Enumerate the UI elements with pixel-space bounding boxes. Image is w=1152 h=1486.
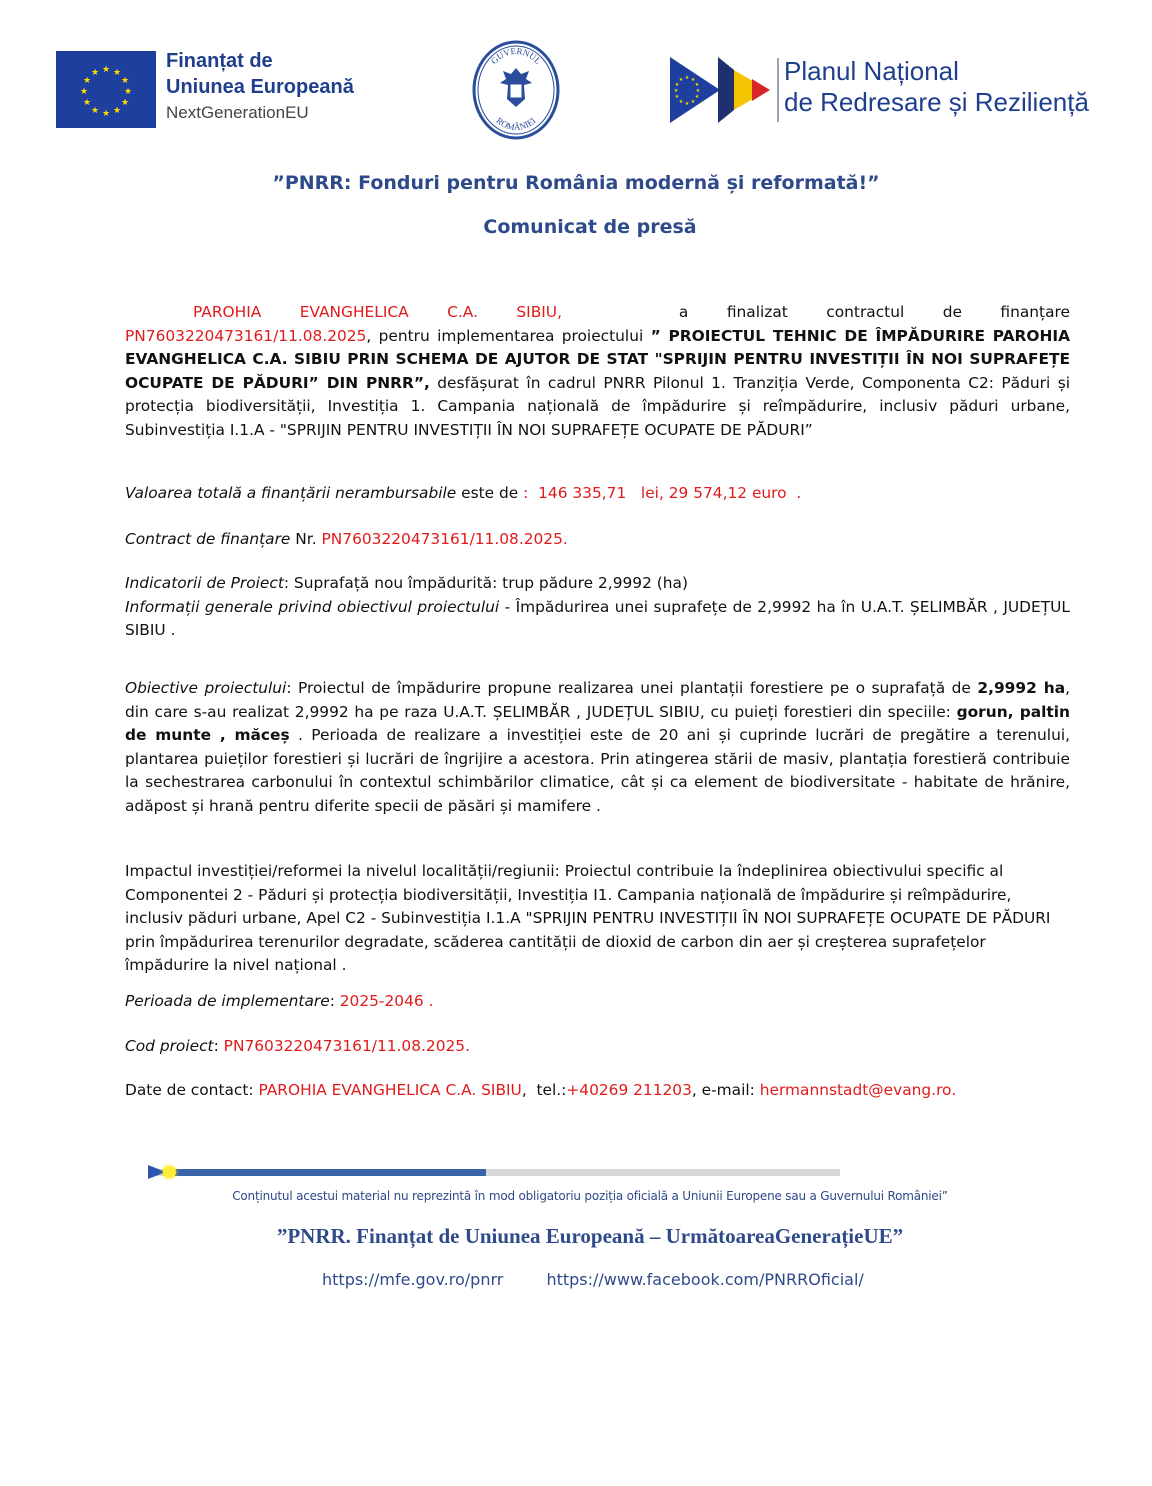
svg-text:★: ★: [694, 82, 700, 88]
indicators-text: : Suprafață nou împădurită: trup pădure 2,9992 (ha): [283, 574, 688, 592]
pnrr-logo-text: [784, 56, 1089, 118]
beneficiary-word: C.A.: [447, 303, 478, 321]
project-code-value: PN7603220473161/11.08.2025.: [223, 1037, 470, 1055]
objectives-text-1: : Proiectul de împădurire propune realizarea unei plantații forestiere pe o suprafață de: [286, 679, 978, 697]
svg-text:★: ★: [120, 76, 130, 86]
objectives-text-3: . Perioada de realizare a investiției este de 20 ani și cuprinde lucrări de pregătire a terenului, plantarea puieților forestieri și lucrări de îngrijire a acestora. Prin atingerea stării de masiv, plantația forestieră contribuie la sechestrarea carbonului în contextul schimbărilor climatice, cât și ca element de biodiversitate - habitate de hrănire, adăpost și hrană pentru diferite specii de păsări și mamifere .: [125, 726, 1070, 815]
contact-phone[interactable]: +40269 211203: [566, 1081, 692, 1099]
svg-text:★: ★: [101, 109, 111, 119]
pnrr-logo-line1: Planul Național: [784, 56, 959, 86]
contact-email-label: , e-mail:: [691, 1081, 760, 1099]
funding-value-amount: : 146 335,71 lei, 29 574,12 euro .: [523, 484, 802, 502]
intro-rest: desfășurat în cadrul PNRR Pilonul 1. Tranziția Verde, Componenta C2: Păduri și protecția biodiversității, Investiția 1. Campania națională de împădurire și reîmpădurire, inclusiv păduri urbane, Subinvestiția I.1.A - "SPRIJIN PENTRU INVESTIȚII ÎN NOI SUPRAFEȚE OCUPATE DE PĂDURI”: [125, 373, 1070, 439]
footer-disclaimer: Conținutul acestui material nu reprezintă în mod obligatoriu poziția oficială a Uniunii Europene sau a Guvernului României”: [232, 1189, 948, 1203]
svg-text:★: ★: [684, 75, 690, 81]
svg-text:★: ★: [112, 68, 122, 78]
eu-flag-logo: [56, 51, 156, 128]
intro-word: finanțare: [1000, 303, 1070, 321]
svg-text:★: ★: [90, 68, 100, 78]
project-code-colon: :: [213, 1037, 224, 1055]
government-seal-logo: [472, 40, 560, 140]
contact-label: Date de contact:: [125, 1081, 259, 1099]
eu-logo-line2: Uniunea Europeană: [166, 76, 354, 98]
indicators-line: [125, 572, 1070, 596]
indicators-label: Indicatorii de Proiect: [125, 574, 284, 592]
intro-body: [125, 325, 1070, 443]
eu-stars-icon: [56, 51, 156, 128]
period-value: 2025-2046 .: [339, 992, 434, 1010]
intro-contract-code: PN7603220473161/11.08.2025: [125, 326, 367, 345]
svg-text:★: ★: [673, 88, 679, 94]
svg-text:★: ★: [674, 94, 680, 100]
seal-top-text: GUVERNUL: [488, 45, 544, 67]
svg-text:★: ★: [678, 99, 684, 105]
project-code-line: [125, 1035, 1070, 1059]
svg-text:★: ★: [82, 76, 92, 86]
link-mfe[interactable]: https://mfe.gov.ro/pnrr: [322, 1270, 504, 1289]
footer-progress-fill: [175, 1169, 486, 1176]
intro-first-line: [125, 301, 1070, 325]
eu-logo-line3: NextGenerationEU: [166, 103, 309, 122]
slogan-title: ”PNRR: Fonduri pentru România modernă și reformată!”: [272, 172, 880, 194]
intro-word: a: [678, 303, 689, 321]
footer-links: [322, 1270, 902, 1289]
intro-word: contractul: [826, 303, 905, 321]
footer-star-dot-icon: [163, 1166, 176, 1178]
svg-text:★: ★: [112, 106, 122, 116]
footer-motto: ”PNRR. Finanțat de Uniunea Europeană – UrmătoareaGenerațieUE”: [276, 1224, 904, 1248]
implementation-period-line: [125, 990, 1070, 1014]
impact-text: Proiectul contribuie la îndeplinirea obiectivului specific al Componentei 2 - Păduri și protecția biodiversității, Investiția I1. Campania națională de împădurire și reîmpădurire, inclusiv păduri urbane, Apel C2 - Subinvestiția I.1.A "SPRIJIN PENTRU INVESTIȚII ÎN NOI SUPRAFEȚE OCUPATE DE PĂDURI prin împădurirea terenurilor degradate, scăderea cantității de dioxid de carbon din aer și creșterea suprafețelor împădurire la nivel național .: [125, 862, 1051, 975]
press-release-title: Comunicat de presă: [483, 216, 697, 238]
svg-text:★: ★: [684, 101, 690, 107]
objectives-paragraph: [125, 677, 1070, 819]
general-info-line: [125, 596, 1070, 643]
contract-code: PN7603220473161/11.08.2025.: [321, 530, 568, 548]
contact-organization: PAROHIA EVANGHELICA C.A. SIBIU: [258, 1081, 522, 1099]
beneficiary-word: PAROHIA: [193, 303, 262, 321]
eu-logo-line1: Finanțat de: [166, 50, 273, 72]
contract-line: [125, 528, 1070, 552]
period-colon: :: [329, 992, 340, 1010]
link-facebook[interactable]: https://www.facebook.com/PNRROficial/: [546, 1270, 864, 1289]
project-title: ” PROIECTUL TEHNIC DE ÎMPĂDURIRE PAROHIA EVANGHELICA C.A. SIBIU PRIN SCHEMA DE AJUTOR DE STAT "SPRIJIN PENTRU INVESTIȚII ÎN NOI SUPRAFEȚE OCUPATE DE PĂDURI” DIN PNRR”,: [125, 326, 1070, 392]
svg-text:★: ★: [678, 77, 684, 83]
svg-text:★: ★: [690, 77, 696, 83]
funding-value-label: Valoarea totală a finanțării nerambursabile: [125, 484, 457, 502]
logo-separator: [777, 58, 779, 122]
pnrr-logo-line2: de Redresare și Reziliență: [784, 87, 1089, 117]
funding-value-line: [125, 482, 1070, 506]
svg-text:★: ★: [82, 98, 92, 108]
impact-label: Impactul investiției/reformei la nivelul localității/regiunii:: [125, 862, 560, 880]
contact-email[interactable]: hermannstadt@evang.ro.: [759, 1081, 957, 1099]
general-info-label: Informații generale privind obiectivul proiectului: [125, 597, 500, 616]
funding-value-connector: este de: [456, 484, 524, 502]
intro-text: , pentru implementarea proiectului: [366, 326, 651, 345]
beneficiary-word: SIBIU,: [516, 303, 562, 321]
seal-bottom-text: ROMÂNIEI: [494, 115, 538, 133]
eu-logo-text: [166, 48, 354, 126]
general-info-location: U.A.T. ȘELIMBĂR: [860, 597, 988, 616]
impact-paragraph: [125, 860, 1055, 978]
svg-text:★: ★: [694, 94, 700, 100]
objectives-species: gorun, paltin de munte , măceș: [125, 702, 1070, 745]
contact-tel-label: , tel.:: [521, 1081, 567, 1099]
intro-word: de: [942, 303, 962, 321]
objectives-area: 2,9992 ha: [977, 679, 1066, 697]
svg-text:★: ★: [101, 65, 111, 75]
svg-text:★: ★: [674, 82, 680, 88]
svg-text:★: ★: [120, 98, 130, 108]
pnrr-arrows-logo: [670, 55, 780, 125]
svg-text:★: ★: [695, 88, 701, 94]
intro-paragraph: [125, 301, 1070, 443]
svg-text:★: ★: [690, 99, 696, 105]
objectives-text-2: , din care s-au realizat 2,9992 ha pe raza U.A.T. ȘELIMBĂR , JUDEȚUL SIBIU, cu puieți forestieri din speciile:: [125, 679, 1071, 721]
contract-label: Contract de finanțare: [125, 530, 291, 548]
contact-line: [125, 1079, 1070, 1103]
objectives-label: Obiective proiectului: [125, 679, 287, 697]
intro-word: finalizat: [726, 303, 788, 321]
indicators-block: [125, 572, 1070, 643]
svg-text:★: ★: [123, 87, 133, 97]
period-label: Perioada de implementare: [125, 992, 330, 1010]
general-info-tail: , JUDEȚUL SIBIU .: [125, 597, 1070, 640]
contract-nr: Nr.: [290, 530, 322, 548]
project-code-label: Cod proiect: [125, 1037, 214, 1055]
svg-text:★: ★: [90, 106, 100, 116]
general-info-text: - Împădurirea unei suprafețe de 2,9992 ha în: [499, 597, 861, 616]
beneficiary-word: EVANGHELICA: [299, 303, 409, 321]
svg-text:★: ★: [79, 87, 89, 97]
